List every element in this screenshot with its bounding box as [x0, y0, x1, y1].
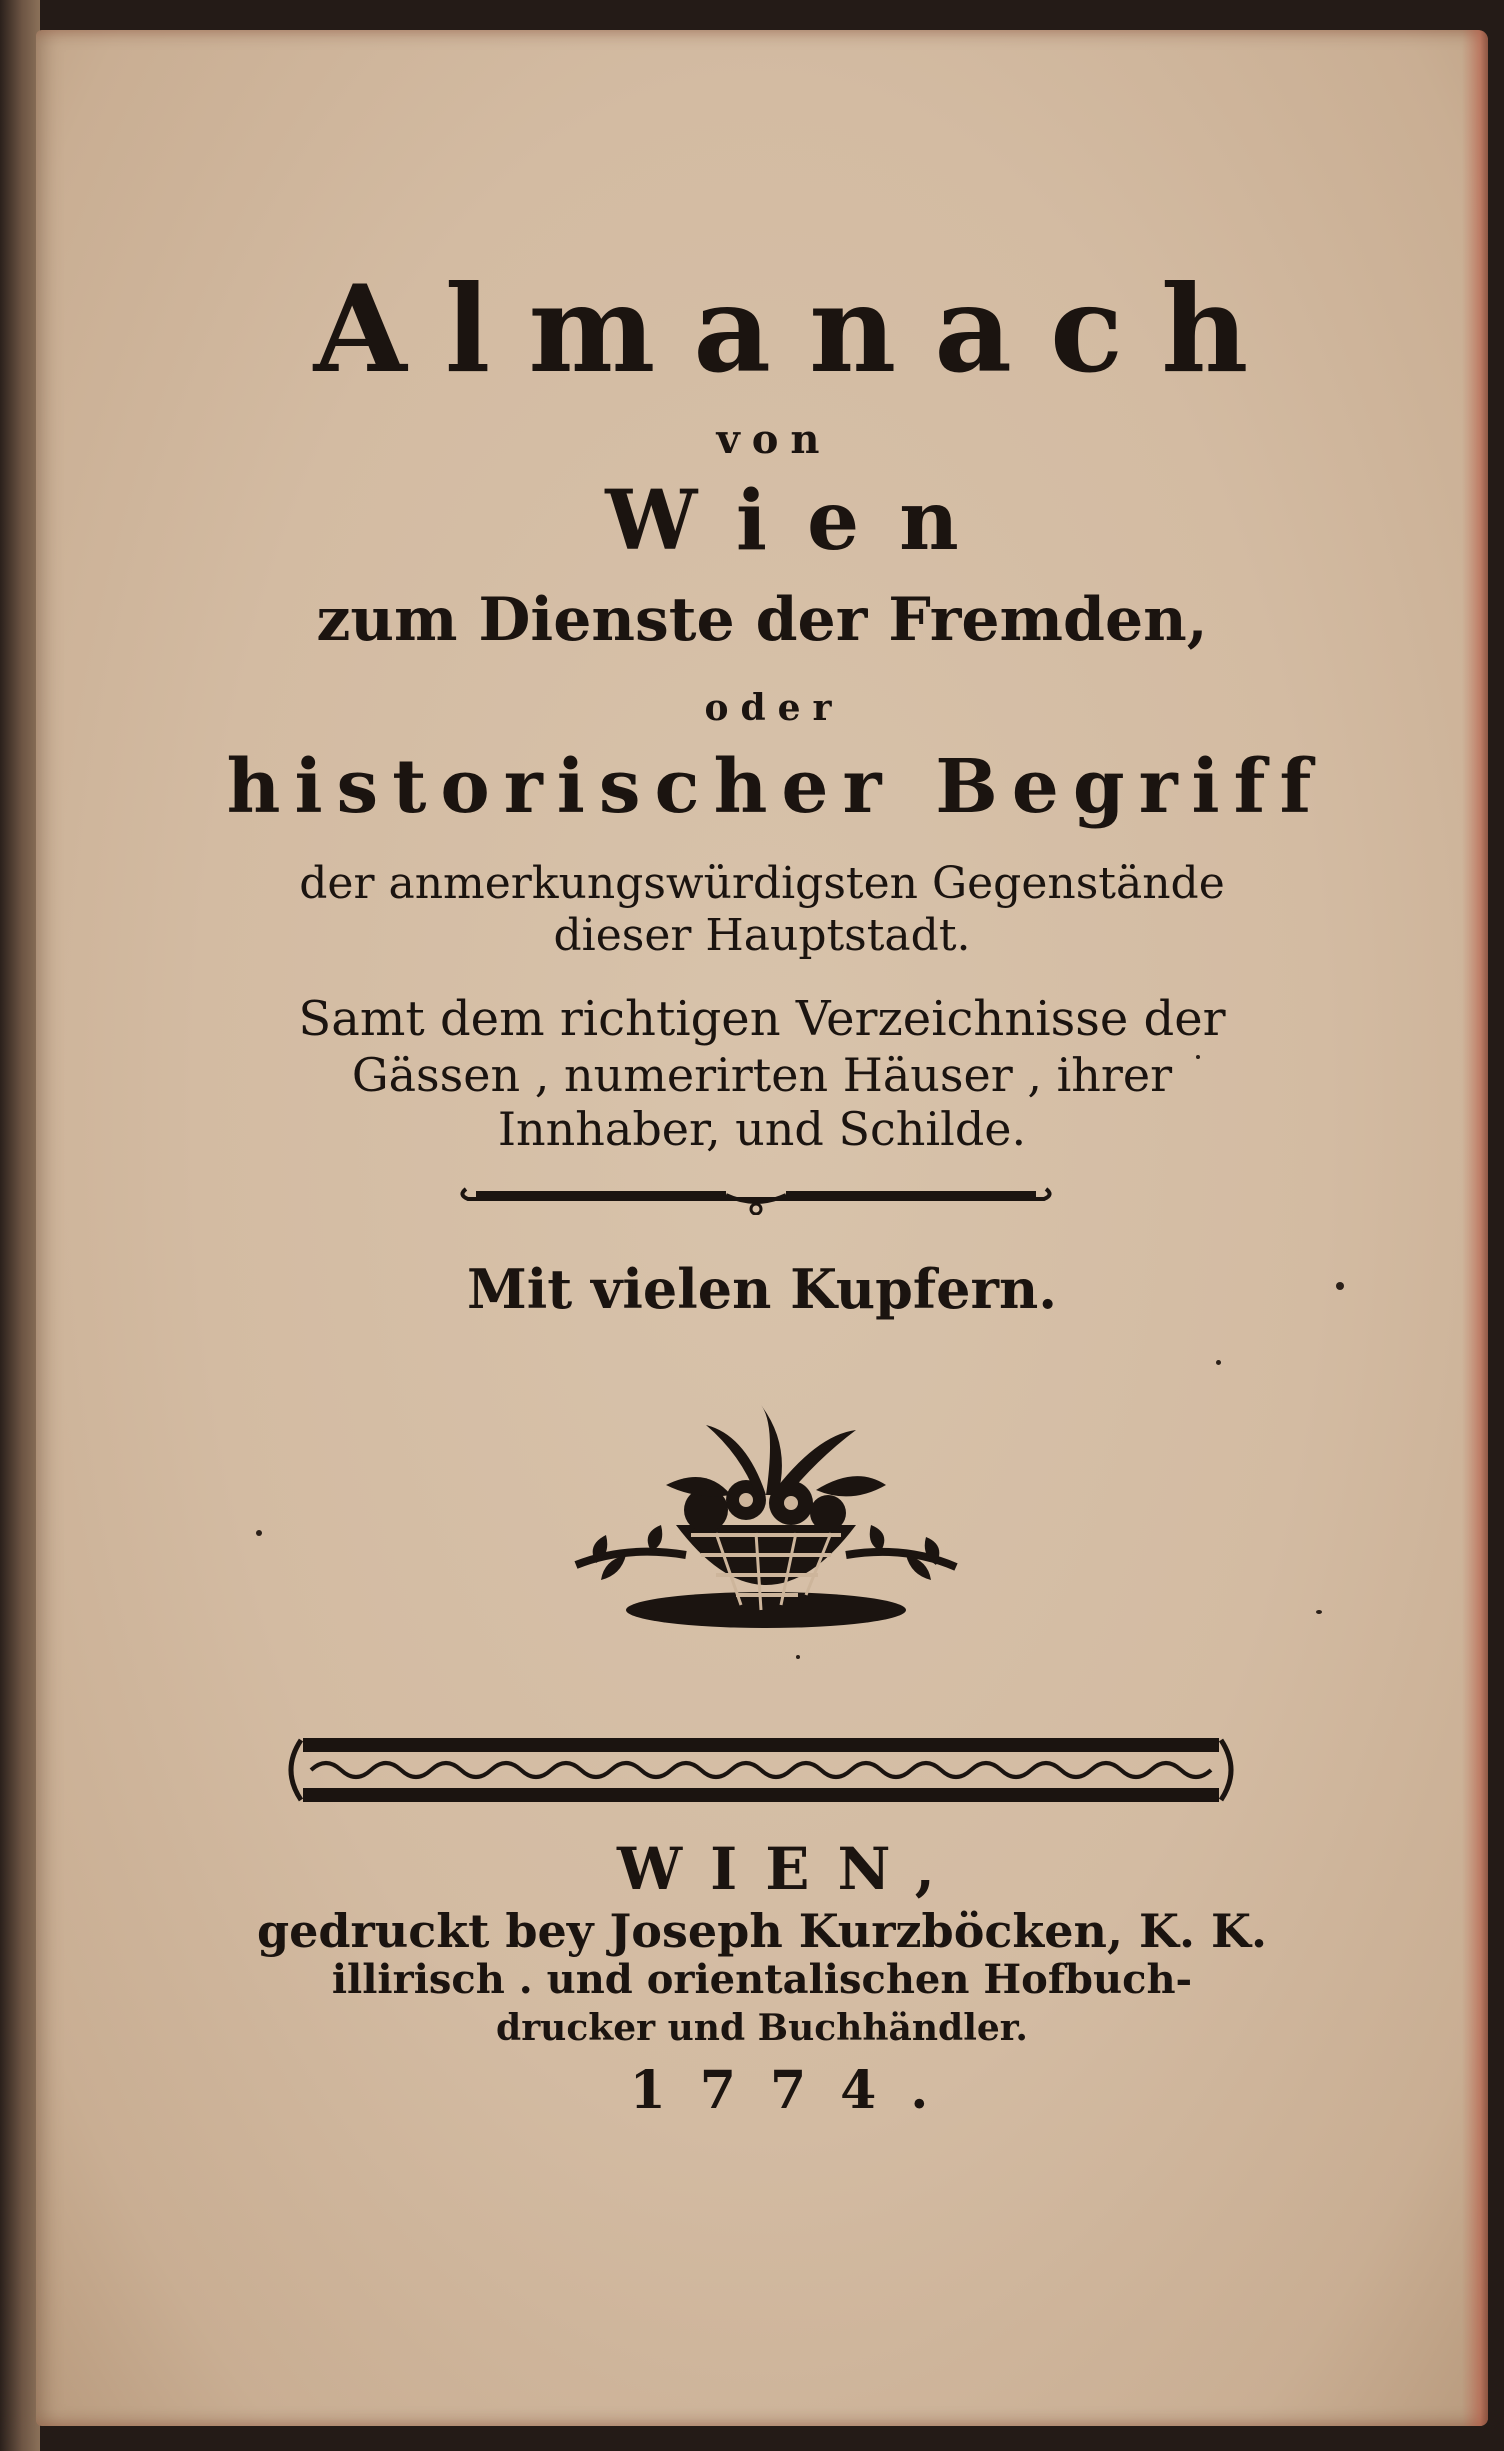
title-subtitle: zum Dienste der Fremden,: [316, 585, 1208, 655]
imprint-year: 1774.: [629, 2060, 963, 2121]
description-line-1: der anmerkungswürdigsten Gegenstände: [299, 858, 1225, 909]
book-title: Almanach: [313, 259, 1287, 400]
plates-note: Mit vielen Kupfern.: [466, 1257, 1058, 1321]
paper-speck: [796, 1655, 800, 1659]
paper-speck: [1216, 1360, 1221, 1365]
paper-speck: [1316, 1610, 1322, 1614]
description-line-2: dieser Hauptstadt.: [553, 910, 971, 961]
flower-basket-vignette: [556, 1405, 976, 1645]
imprint-printer-line-2: illirisch . und orientalischen Hofbuch-: [331, 1956, 1193, 2003]
title-city: Wien: [605, 473, 999, 569]
paper-speck: [1196, 1055, 1200, 1059]
samt-line-2: Gässen , numerirten Häuser , ihrer: [351, 1048, 1173, 1102]
paper-speck: [1336, 1282, 1344, 1290]
imprint-printer-line-1: gedruckt bey Joseph Kurzböcken, K. K.: [256, 1904, 1268, 1958]
samt-line-1: Samt dem richtigen Verzeichnisse der: [298, 991, 1226, 1047]
imprint-place: WIEN,: [617, 1835, 963, 1903]
title-historical: historischer Begriff: [226, 744, 1326, 830]
title-page: [36, 30, 1488, 2426]
title-oder: oder: [704, 687, 844, 729]
ornamental-border-band: [281, 1730, 1241, 1810]
imprint-printer-line-3: drucker und Buchhändler.: [496, 2007, 1028, 2049]
book-spine-edge: [0, 0, 40, 2451]
ornamental-rule: [456, 1175, 1056, 1215]
samt-line-3: Innhaber, und Schilde.: [497, 1102, 1027, 1156]
paper-speck: [256, 1530, 262, 1536]
title-von: von: [716, 416, 832, 463]
